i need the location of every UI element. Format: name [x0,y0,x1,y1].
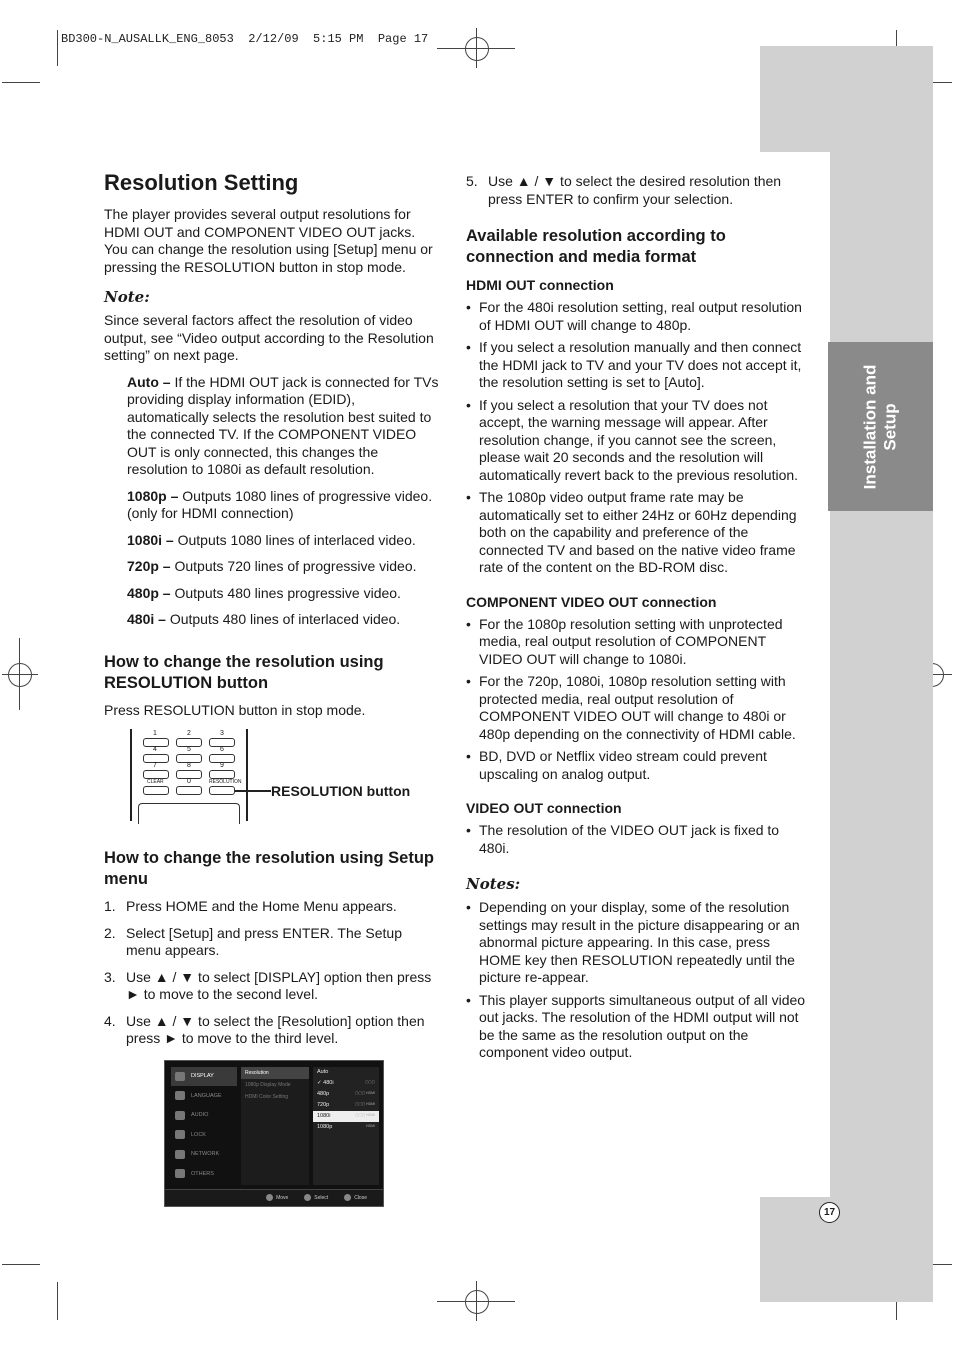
registration-mark-line [476,1281,477,1321]
select-icon [304,1194,311,1201]
registration-mark [8,663,32,687]
remote-key [143,786,169,795]
close-icon [344,1194,351,1201]
resolution-item: 480p – Outputs 480 lines progressive video. [127,584,401,601]
menu-category: NETWORK [171,1145,237,1165]
page-title: Resolution Setting [104,170,299,195]
menu-option: HDMI Color Setting [245,1093,289,1100]
list-item: • This player supports simultaneous output of all video out jacks. The resolution of the HDMI output will not be the same as the resolution output on the component video output. [466,991,806,1060]
list-item: • For the 720p, 1080i, 1080p resolution setting with protected media, real output resolution of COMPONENT VIDEO OUT will change to 480i or 480p depending on the connectivity of HDMI cable. [466,673,796,742]
resolution-item: 720p – Outputs 720 lines of progressive video. [127,558,417,574]
crop-mark [2,1264,40,1265]
section-paragraph: Press RESOLUTION button in stop mode. [104,701,366,718]
remote-key-label: 8 [187,762,191,769]
display-icon [175,1072,185,1081]
remote-key [209,770,235,779]
menu-option: 1080p Display Mode [245,1081,291,1088]
registration-mark-line [2,674,38,675]
menu-value: Auto [317,1069,329,1075]
menu-category: LOCK [171,1125,237,1145]
menu-category: AUDIO [171,1106,237,1126]
list-item: • For the 480i resolution setting, real output resolution of HDMI OUT will change to 480p. [466,299,802,333]
menu-footer [165,1189,383,1206]
registration-mark-line [19,638,20,710]
resolution-item: 480i – Outputs 480 lines of interlaced video. [127,611,401,627]
resolution-item: Auto – If the HDMI OUT jack is connected for TVs providing display information (EDID), automatically selects the resolution best suited to the connected TV. If the COMPONENT VIDEO OUT is only connected, this changes the resolution to 1080i as default resolution. [127,373,439,477]
menu-value-selected: 1080i ▢▢▢ HDMI [313,1111,379,1122]
remote-key-label: 7 [153,762,157,769]
remote-key-label: 4 [153,746,157,753]
menu-value: 720p ▢▢▢ HDMI [317,1102,375,1108]
registration-mark-line [476,28,477,68]
video-out-heading: VIDEO OUT connection [466,800,622,816]
remote-diagram [130,729,450,824]
remote-key-label: RESOLUTION [209,779,242,785]
menu-category: OTHERS [171,1164,237,1184]
remote-key-label: 0 [187,778,191,785]
menu-option: Resolution [241,1067,309,1079]
menu-category-list [171,1067,237,1185]
section-heading-setup-menu: How to change the resolution using Setup menu [104,849,435,888]
crop-mark [57,30,58,66]
section-tab-label: Installation and Setup [860,364,900,489]
list-item: • BD, DVD or Netflix video stream could prevent upscaling on analog output. [466,748,767,782]
setup-menu-screenshot [164,1060,384,1207]
menu-category: DISPLAY [171,1067,237,1087]
menu-category: LANGUAGE [171,1086,237,1106]
menu-hint: Move [266,1194,296,1201]
resolution-item: 1080i – Outputs 1080 lines of interlaced video. [127,531,416,548]
notes-heading: Notes: [466,875,521,893]
remote-key [176,786,202,795]
crop-mark [57,1282,58,1320]
remote-key-label: 6 [220,746,224,753]
list-item: 5. Use ▲ / ▼ to select the desired resolution then press ENTER to confirm your selection. [466,173,782,207]
list-item: • If you select a resolution that your TV does not accept, the warning message will appear. After resolution change, if you cannot see the screen, please wait 20 seconds and the resolution will automatically revert back to the previous resolution. [466,396,799,483]
section-heading-available-resolution: Available resolution according to connection and media format [466,227,726,266]
list-item: 2. Select [Setup] and press ENTER. The Setup menu appears. [104,924,403,958]
move-icon [266,1194,273,1201]
hdmi-heading: HDMI OUT connection [466,277,614,293]
resolution-key [209,786,235,795]
notes-list [466,899,808,1062]
menu-value: 480p ▢▢▢ HDMI [317,1091,375,1097]
list-item: • The resolution of the VIDEO OUT jack is fixed to 480i. [466,822,780,856]
registration-mark [465,1290,489,1314]
language-icon [175,1091,185,1100]
print-header: BD300-N_AUSALLK_ENG_8053 2/12/09 5:15 PM Page 17 [61,32,429,46]
left-column [104,170,440,1207]
resolution-button-callout: RESOLUTION button [271,783,411,799]
intro-paragraph: The player provides several output resolutions for HDMI OUT and COMPONENT VIDEO OUT jacks. You can change the resolution using [Setup] menu or pressing the RESOLUTION button in stop mode. [104,206,433,275]
setup-steps-continued [466,173,808,208]
video-out-list [466,822,808,857]
menu-hint: Select [304,1194,336,1201]
remote-key [143,770,169,779]
list-item: • If you select a resolution manually and then connect the HDMI jack to TV and your TV does not accept it, the resolution setting is set to [Auto]. [466,339,802,390]
menu-value: ✓ 480i ▢▢▢ [317,1080,375,1086]
hdmi-list [466,299,808,577]
list-item: 1. Press HOME and the Home Menu appears. [104,898,397,914]
setup-steps [104,898,440,1048]
remote-key-label: 5 [187,746,191,753]
list-item: 3. Use ▲ / ▼ to select [DISPLAY] option then press ► to move to the second level. [104,968,432,1002]
audio-icon [175,1111,185,1120]
registration-mark [465,37,489,61]
list-item: • The 1080p video output frame rate may be automatically set to either 24Hz or 60Hz depending both on the capability and preference of the connected TV and based on the native video frame rate of the content on the BD-ROM disc. [466,489,797,575]
crop-mark [2,82,40,83]
remote-bottom-panel [138,803,240,824]
remote-edge [130,729,132,821]
resolution-item: 1080p – Outputs 1080 lines of progressive video. (only for HDMI connection) [127,487,433,521]
lock-icon [175,1130,185,1139]
page-number: 17 [819,1202,840,1223]
menu-option-list [241,1067,309,1185]
list-item: 4. Use ▲ / ▼ to select the [Resolution] option then press ► to move to the third level. [104,1012,425,1046]
list-item: • Depending on your display, some of the resolution settings may result in the picture disappearing or an abnormal picture appearing. In this case, press HOME key then RESOLUTION repeatedly until the picture re-appear. [466,899,800,985]
remote-key-label: 1 [153,730,157,737]
note-heading: Note: [104,288,150,306]
component-heading: COMPONENT VIDEO OUT connection [466,593,717,610]
remote-key-label: 3 [220,730,224,737]
network-icon [175,1150,185,1159]
note-paragraph: Since several factors affect the resolution of video output, see “Video output according to the Resolution setting” on next page. [104,312,434,363]
component-list [466,616,808,784]
right-column [466,173,808,1067]
others-icon [175,1169,185,1178]
menu-value: 1080p HDMI [317,1124,375,1130]
menu-hint: Close [344,1194,375,1201]
callout-leader [235,790,271,792]
section-heading-resolution-button: How to change the resolution using RESOLUTION button [104,652,384,692]
remote-key-label: CLEAR [147,779,164,785]
menu-value-list [313,1067,379,1185]
list-item: • For the 1080p resolution setting with unprotected media, real output resolution of COMPONENT VIDEO OUT will change to 1080i. [466,615,783,667]
remote-key-label: 2 [187,730,191,737]
remote-key-label: 9 [220,762,224,769]
remote-edge [246,729,248,821]
